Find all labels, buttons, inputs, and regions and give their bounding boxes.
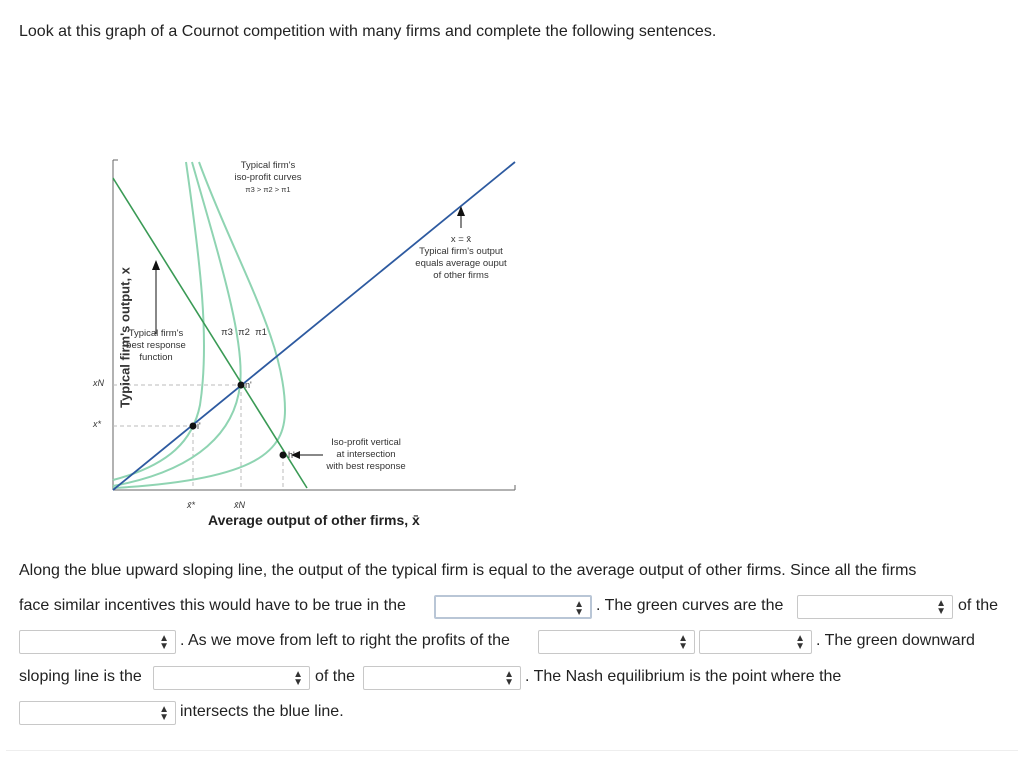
y-axis-label: Typical firm's output, x xyxy=(117,267,133,408)
chevron-updown-icon: ▲ ▼ xyxy=(293,669,303,688)
point-n xyxy=(238,382,245,389)
iso-label-pi1: π1 xyxy=(255,327,267,338)
bottom-divider xyxy=(6,750,1018,751)
y-tick-xN: xN xyxy=(93,378,104,388)
y-tick-xstar: x* xyxy=(93,419,102,429)
iso-profit-title: Typical firm's iso-profit curves π3 > π2 > π1 xyxy=(234,160,302,194)
question-prompt: Look at this graph of a Cournot competition with many firms and complete the following sentences. xyxy=(19,23,717,40)
answer-dropdown-2[interactable] xyxy=(797,595,953,619)
x-tick-xbarN: x̄N xyxy=(234,500,245,510)
diagonal-annotation: x = x̄ Typical firm's output equals average ouput of other firms xyxy=(415,234,507,281)
x-axis-label: Average output of other firms, x̄ xyxy=(208,512,420,528)
answer-dropdown-7[interactable] xyxy=(363,666,521,690)
chevron-updown-icon: ▲ ▼ xyxy=(159,633,169,652)
chevron-updown-icon: ▲ ▼ xyxy=(936,598,946,617)
point-label-h: h' xyxy=(288,450,295,460)
chevron-updown-icon: ▲ ▼ xyxy=(678,633,688,652)
point-label-n: n' xyxy=(245,380,252,390)
chevron-updown-icon: ▲ ▼ xyxy=(159,704,169,723)
answer-dropdown-3[interactable] xyxy=(19,630,176,654)
iso-label-pi2: π2 xyxy=(238,327,250,338)
para-line-3a: . As we move from left to right the profits of the xyxy=(180,632,510,649)
para-line-5a: intersects the blue line. xyxy=(180,703,344,720)
para-line-4c: . The Nash equilibrium is the point where the xyxy=(525,668,842,685)
para-line-3b: . The green downward xyxy=(816,632,975,649)
iso-vertical-annotation: Iso-profit vertical at intersection with best response xyxy=(326,437,406,472)
point-h xyxy=(280,452,287,459)
para-line-2b: . The green curves are the xyxy=(596,597,784,614)
answer-dropdown-1[interactable] xyxy=(434,595,592,619)
answer-dropdown-4[interactable] xyxy=(538,630,695,654)
iso-profit-curve-pi1 xyxy=(113,162,285,488)
para-line-1: Along the blue upward sloping line, the output of the typical firm is equal to the average output of other firms. Since all the firms xyxy=(19,562,917,579)
para-line-4a: sloping line is the xyxy=(19,668,142,685)
iso-label-pi3: π3 xyxy=(221,327,233,338)
chevron-updown-icon: ▲ ▼ xyxy=(574,599,584,618)
para-line-4b: of the xyxy=(315,668,356,685)
answer-dropdown-5[interactable] xyxy=(699,630,812,654)
para-line-2a: face similar incentives this would have to be true in the xyxy=(19,597,406,614)
best-response-annotation: Typical firm's best response function xyxy=(126,328,186,363)
chevron-updown-icon: ▲ ▼ xyxy=(504,669,514,688)
answer-dropdown-8[interactable] xyxy=(19,701,176,725)
cournot-graph xyxy=(60,150,530,540)
chevron-updown-icon: ▲ ▼ xyxy=(795,633,805,652)
point-label-i: i' xyxy=(197,421,201,431)
point-i xyxy=(190,423,197,430)
br-arrow-head xyxy=(152,260,160,270)
para-line-2c: of the xyxy=(958,597,999,614)
answer-dropdown-6[interactable] xyxy=(153,666,310,690)
x-tick-xbarstar: x̄* xyxy=(187,500,196,510)
x-equals-xbar-line xyxy=(113,162,515,490)
